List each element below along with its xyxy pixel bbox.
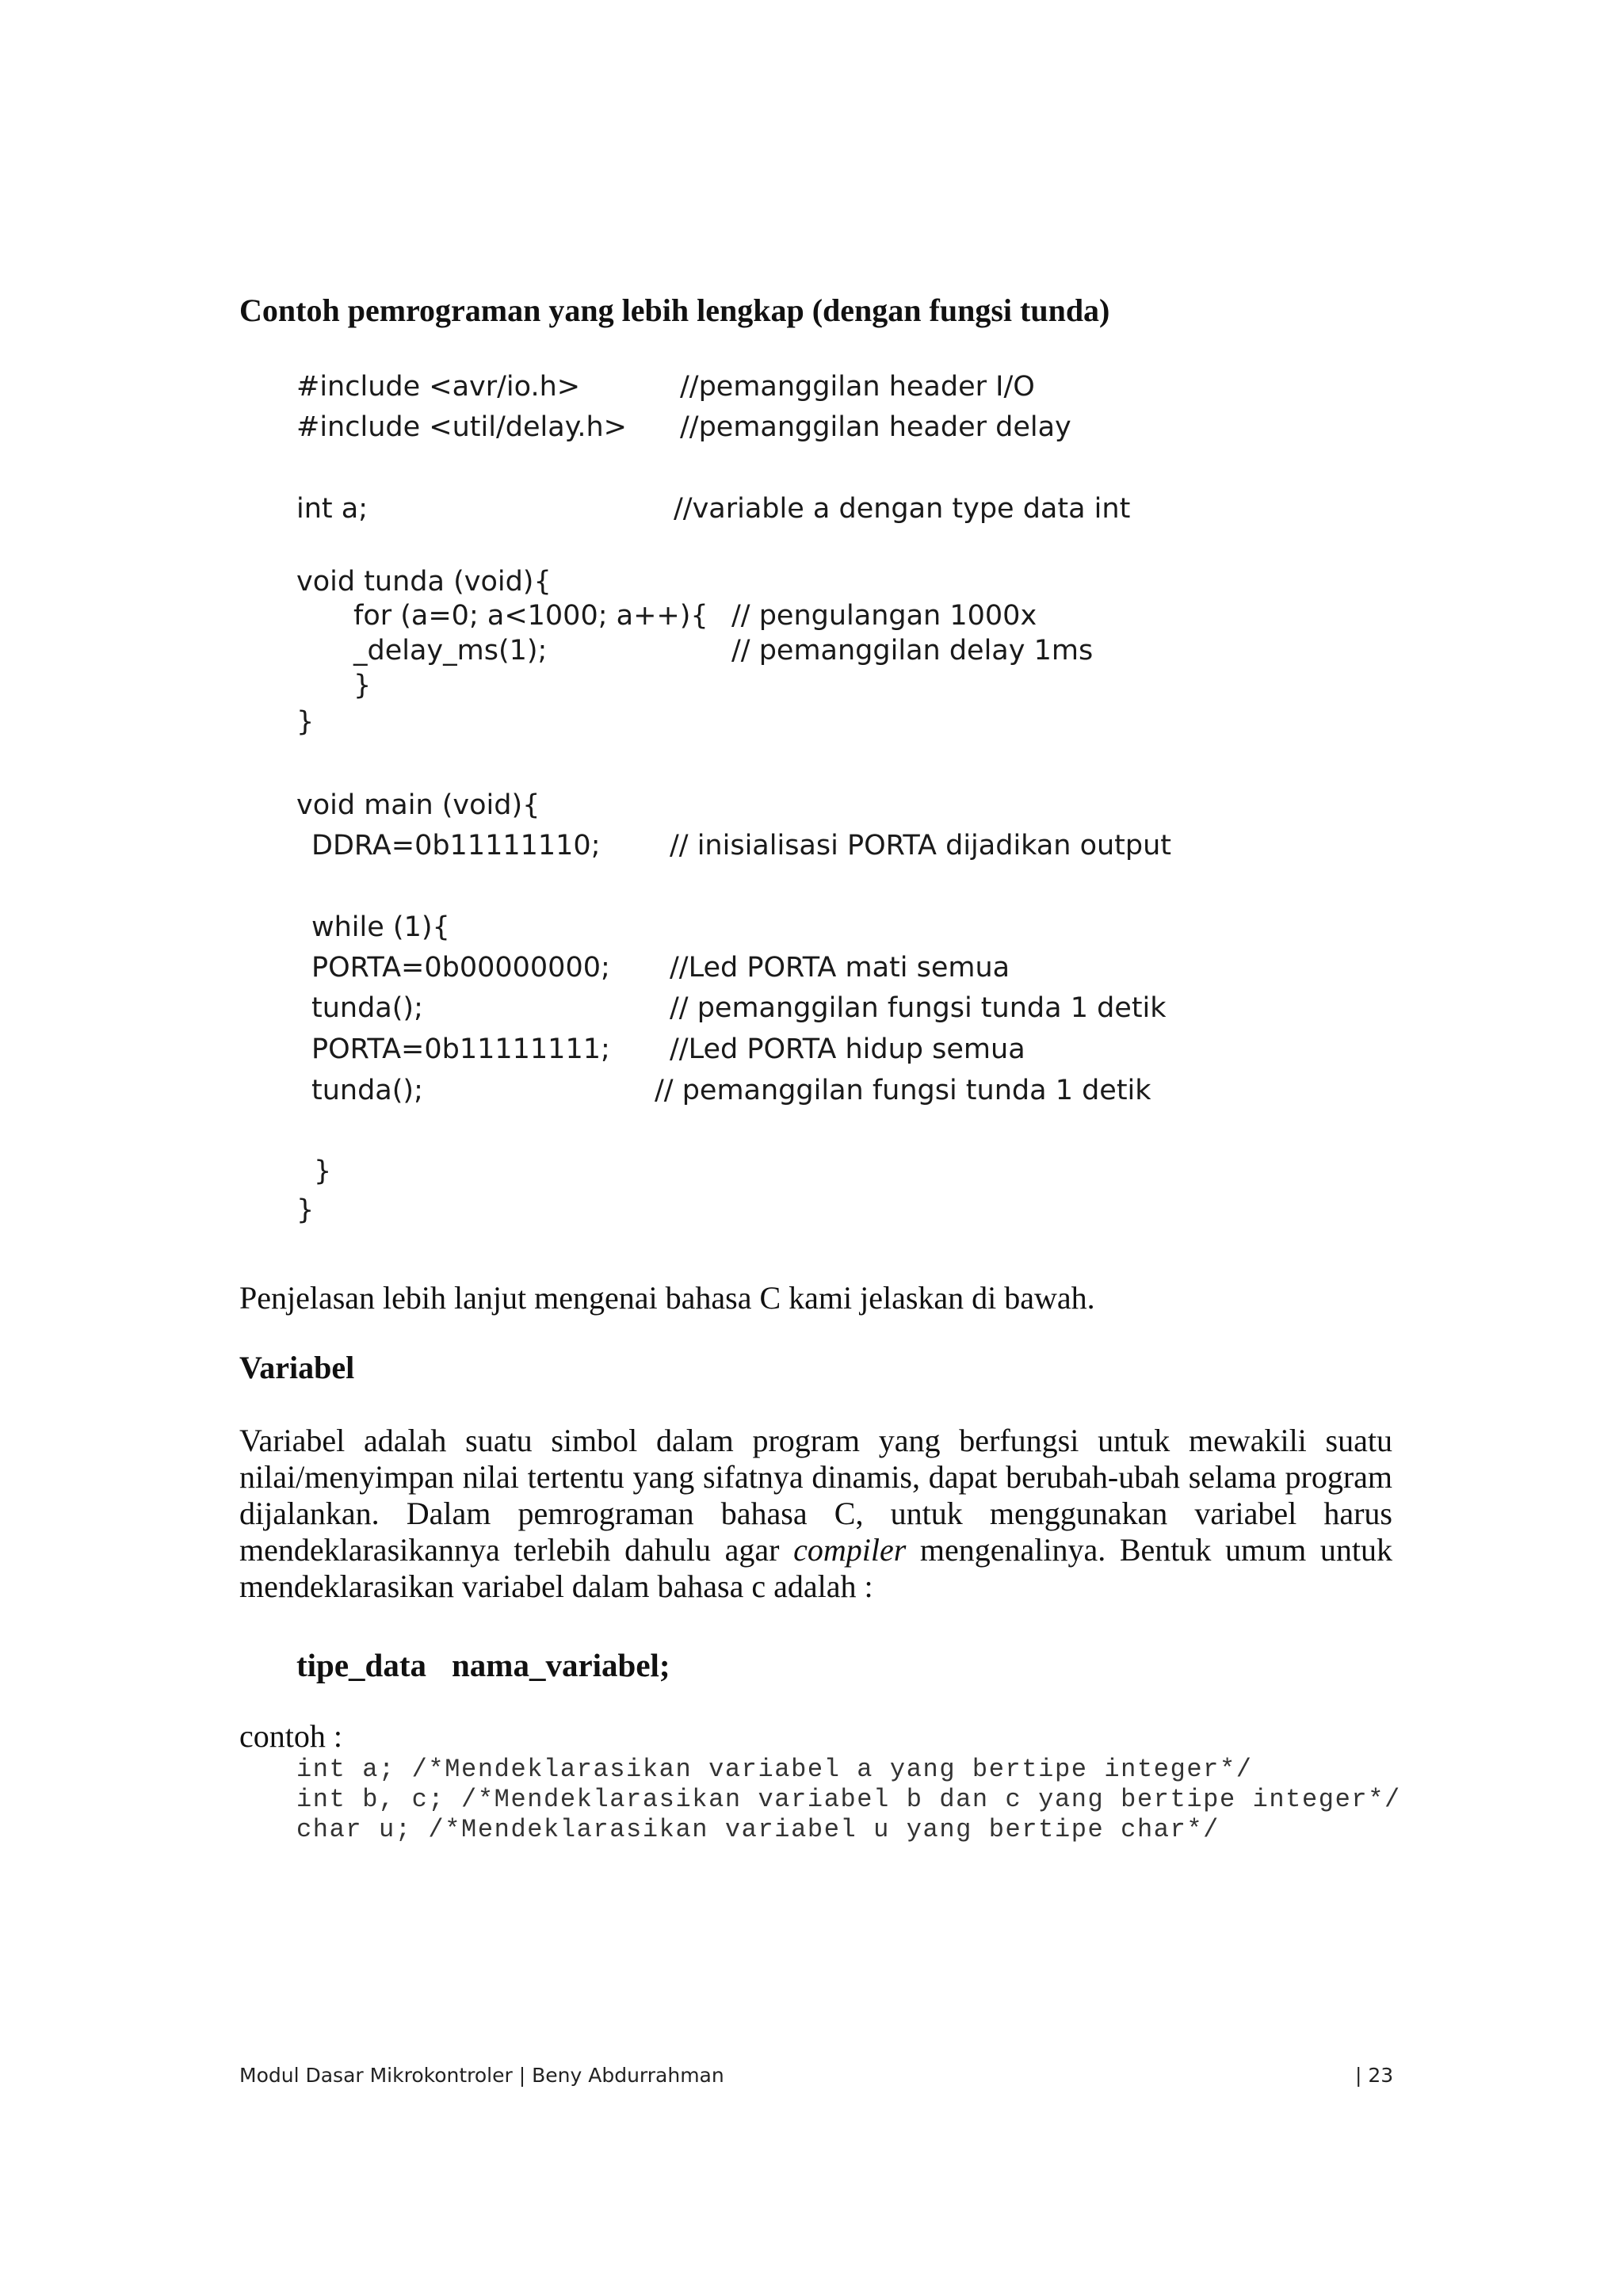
code-comment: //Led PORTA mati semua — [670, 952, 1010, 984]
section-heading: Contoh pemrograman yang lebih lengkap (dengan fungsi tunda) — [239, 292, 1110, 328]
code-comment: //variable a dengan type data int — [674, 493, 1131, 525]
page-number: | 23 — [1355, 2064, 1394, 2087]
example-line: char u; /*Mendeklarasikan variabel u yang bertipe char*/ — [296, 1815, 1220, 1844]
code-line: void tunda (void){ — [296, 566, 552, 598]
code-comment: //Led PORTA hidup semua — [670, 1033, 1025, 1065]
intro-sentence: Penjelasan lebih lanjut mengenai bahasa C kami jelaskan di bawah. — [239, 1280, 1095, 1316]
code-line: tunda(); — [311, 1075, 423, 1106]
paragraph-text: Variabel adalah suatu simbol dalam program yang berfungsi untuk mewakili suatu nilai/menyimpan nilai tertentu yang sifatnya dinamis, dapat berubah-ubah selama program dijalankan. Dalam pemrograman bahasa C, untuk menggunakan variabel harus mendeklarasikannya terlebih dahulu agar — [239, 1423, 1392, 1568]
example-line: int b, c; /*Mendeklarasikan variabel b dan c yang bertipe integer*/ — [296, 1785, 1401, 1814]
code-comment: // inisialisasi PORTA dijadikan output — [670, 830, 1172, 861]
syntax-type: tipe_data — [296, 1647, 426, 1683]
code-line: _delay_ms(1); — [353, 635, 548, 667]
code-line: void main (void){ — [296, 789, 540, 821]
example-line: int a; /*Mendeklarasikan variabel a yang bertipe integer*/ — [296, 1755, 1253, 1784]
code-comment: //pemanggilan header I/O — [680, 371, 1035, 403]
code-line: for (a=0; a<1000; a++){ — [353, 600, 708, 632]
code-line: DDRA=0b11111110; — [311, 830, 601, 861]
code-line: #include <avr/io.h> — [296, 371, 581, 403]
variable-paragraph — [239, 1423, 1392, 1605]
code-line: int a; — [296, 493, 368, 525]
paragraph-emphasis: compiler — [793, 1532, 907, 1568]
code-line: } — [314, 1156, 332, 1187]
code-comment: // pemanggilan fungsi tunda 1 detik — [670, 992, 1167, 1024]
code-line: while (1){ — [311, 911, 450, 943]
footer-left: Modul Dasar Mikrokontroler | Beny Abdurrahman — [239, 2064, 724, 2087]
code-line: #include <util/delay.h> — [296, 411, 628, 443]
code-line: PORTA=0b00000000; — [311, 952, 610, 984]
code-comment: // pengulangan 1000x — [731, 600, 1037, 632]
syntax-name: nama_variabel; — [452, 1647, 670, 1683]
code-comment: // pemanggilan fungsi tunda 1 detik — [655, 1075, 1151, 1106]
section-title: Variabel — [239, 1350, 355, 1385]
code-line: } — [296, 1194, 315, 1226]
code-line: } — [353, 670, 372, 701]
example-label: contoh : — [239, 1718, 342, 1754]
code-comment: // pemanggilan delay 1ms — [731, 635, 1094, 667]
code-comment: //pemanggilan header delay — [680, 411, 1071, 443]
code-line: tunda(); — [311, 992, 423, 1024]
paragraph-text: mengenalinya. Bentuk umum untuk mendeklarasikan variabel dalam bahasa c adalah : — [239, 1532, 1392, 1604]
code-line: } — [296, 706, 315, 738]
code-line: PORTA=0b11111111; — [311, 1033, 610, 1065]
